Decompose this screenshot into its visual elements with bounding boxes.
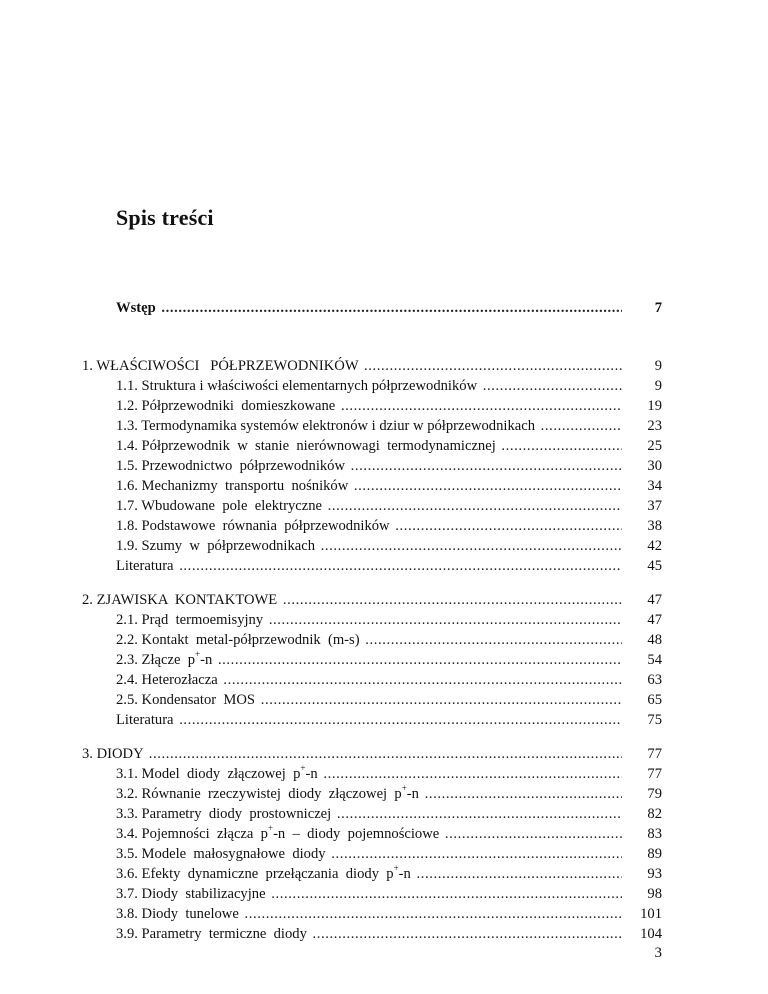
toc-entry-label	[116, 784, 423, 804]
toc-entry	[116, 516, 662, 536]
toc-entry	[116, 376, 662, 396]
toc-entry-number: 1.3.	[116, 418, 142, 434]
dot-leader	[267, 610, 622, 630]
toc-entry	[116, 456, 662, 476]
toc-entry-number: 3.4.	[116, 826, 142, 842]
toc-entry-title: Struktura i właściwości elementarnych półprzewodników	[141, 378, 478, 394]
toc-entry-number: 2.5.	[116, 692, 142, 708]
toc-entry-title: Złącze p	[141, 652, 196, 668]
toc-entry-title: ZJAWISKA KONTAKTOWE	[96, 592, 278, 608]
toc-entry-label	[116, 710, 177, 730]
dot-leader	[311, 924, 622, 944]
toc-entry	[116, 670, 662, 690]
toc-entry-label	[116, 496, 326, 516]
toc-entry-title: Parametry termiczne diody	[141, 926, 307, 942]
toc-entry-title: Efekty dynamiczne przełączania diody p	[141, 866, 394, 882]
toc-entry-title: Szumy w półprzewodnikach	[141, 538, 316, 554]
toc-entry	[116, 690, 662, 710]
toc-entry-number: 2.2.	[116, 632, 142, 648]
toc-entry-page: 48	[647, 632, 662, 648]
dot-leader	[539, 416, 622, 436]
toc-entry-number: 3.6.	[116, 866, 142, 882]
toc-entry-number: 1.2.	[116, 398, 142, 414]
dot-leader	[362, 356, 622, 376]
toc-entry-label	[82, 590, 281, 610]
toc-entry-number: 3.8.	[116, 906, 142, 922]
toc-entry-page: 75	[647, 712, 662, 728]
toc-entry-label	[116, 690, 259, 710]
toc-entry-label	[116, 864, 415, 884]
toc-entry-page: 47	[647, 612, 662, 628]
toc-entry-number: 3.9.	[116, 926, 142, 942]
toc-entry-label	[116, 416, 539, 436]
toc-entry	[116, 630, 662, 650]
toc-entry	[116, 804, 662, 824]
toc-entry-number: 1.6.	[116, 478, 142, 494]
toc-entry	[116, 496, 662, 516]
superscript: +	[195, 649, 201, 660]
dot-leader	[319, 536, 622, 556]
toc-entry-number: 3.7.	[116, 886, 142, 902]
toc-entry-page: 83	[647, 826, 662, 842]
toc-entry	[116, 650, 662, 670]
toc-entry-page: 79	[647, 786, 662, 802]
toc-entry-title-suffix: -n	[305, 766, 318, 782]
toc-entry-label	[116, 650, 216, 670]
toc-entry-title: Przewodnictwo półprzewodników	[141, 458, 346, 474]
toc-entry	[116, 436, 662, 456]
dot-leader	[393, 516, 622, 536]
toc-entry	[116, 610, 662, 630]
toc-entry	[116, 924, 662, 944]
dot-leader	[259, 690, 622, 710]
toc-entry-title: Kontakt metal-półprzewodnik (m-s)	[141, 632, 360, 648]
toc-entry-title: Model diody złączowej p	[141, 766, 301, 782]
dot-leader	[269, 884, 622, 904]
dot-leader	[177, 556, 622, 576]
dot-leader	[159, 298, 622, 318]
toc-entry-page: 47	[647, 592, 662, 608]
toc-entry-label	[116, 804, 335, 824]
toc-entry-label	[116, 396, 339, 416]
toc-entry-title: Literatura	[116, 558, 174, 574]
toc-entry-title: Równanie rzeczywistej diody złączowej p	[141, 786, 402, 802]
dot-leader	[326, 496, 622, 516]
dot-leader	[363, 630, 622, 650]
toc-entry-title: Heterozłacza	[141, 672, 218, 688]
toc-entry-label	[116, 476, 352, 496]
toc-entry-page: 37	[647, 498, 662, 514]
dot-leader	[443, 824, 622, 844]
toc-entry-title: Podstawowe równania półprzewodników	[141, 518, 390, 534]
toc-entry	[116, 764, 662, 784]
toc-entry-page: 63	[647, 672, 662, 688]
toc-entry-page: 19	[647, 398, 662, 414]
toc-entry-page: 104	[640, 926, 662, 942]
toc-entry-page: 82	[647, 806, 662, 822]
dot-leader	[221, 670, 622, 690]
toc-entry-label	[116, 610, 267, 630]
toc-entry-page: 7	[654, 300, 662, 316]
toc-entry-number: 1.1.	[116, 378, 142, 394]
dot-leader	[499, 436, 622, 456]
superscript: +	[300, 763, 306, 774]
toc-entry-number: 1.7.	[116, 498, 142, 514]
superscript: +	[393, 863, 399, 874]
toc-entry-title: Wbudowane pole elektryczne	[141, 498, 323, 514]
toc-entry-title: Literatura	[116, 712, 174, 728]
toc-entry-label	[116, 536, 319, 556]
toc-entry-page: 45	[647, 558, 662, 574]
toc-entry-number: 3.	[82, 746, 97, 762]
toc-entry-page: 98	[647, 886, 662, 902]
dot-leader	[335, 804, 622, 824]
page-title: Spis treści	[116, 205, 214, 230]
toc-entry-title-suffix: -n – diody pojemnościowe	[273, 826, 440, 842]
toc-entry-page: 77	[647, 746, 662, 762]
dot-leader	[242, 904, 622, 924]
toc-entry-page: 23	[647, 418, 662, 434]
toc-entry-number: 3.3.	[116, 806, 142, 822]
toc-entry-page: 38	[647, 518, 662, 534]
toc-entry-page: 65	[647, 692, 662, 708]
toc-entry-label	[116, 670, 221, 690]
toc-entry	[116, 710, 662, 730]
toc-entry-page: 42	[647, 538, 662, 554]
dot-leader	[329, 844, 622, 864]
toc-entry-title-suffix: -n	[398, 866, 411, 882]
toc-entry-label	[116, 764, 321, 784]
dot-leader	[177, 710, 622, 730]
toc-entry-number: 1.8.	[116, 518, 142, 534]
toc-entry	[116, 904, 662, 924]
toc-entry-title: Parametry diody prostowniczej	[141, 806, 332, 822]
toc-entry	[82, 590, 662, 610]
toc-entry	[116, 844, 662, 864]
toc-entry-label	[116, 904, 242, 924]
toc-entry-page: 34	[647, 478, 662, 494]
dot-leader	[352, 476, 622, 496]
toc-entry	[116, 884, 662, 904]
dot-leader	[349, 456, 622, 476]
toc-entry-title: Kondensator MOS	[141, 692, 256, 708]
dot-leader	[281, 590, 622, 610]
toc-entry	[116, 298, 662, 318]
toc-entry-number: 1.	[82, 358, 97, 374]
toc-entry-number: 3.5.	[116, 846, 142, 862]
toc-entry-title: Diody stabilizacyjne	[141, 886, 266, 902]
toc-entry-title: Mechanizmy transportu nośników	[141, 478, 349, 494]
toc-entry-title: Wstęp	[116, 300, 156, 316]
toc-entry-title: DIODY	[96, 746, 144, 762]
toc-entry-title: Pojemności złącza p	[141, 826, 268, 842]
toc-entry-title-suffix: -n	[406, 786, 419, 802]
toc-entry-title-suffix: -n	[200, 652, 213, 668]
toc-entry	[82, 744, 662, 764]
dot-leader	[415, 864, 623, 884]
toc-entry-page: 54	[647, 652, 662, 668]
toc-entry	[116, 396, 662, 416]
toc-entry-label	[116, 884, 269, 904]
dot-leader	[147, 744, 622, 764]
toc-entry-number: 1.5.	[116, 458, 142, 474]
toc-entry-title: Półprzewodniki domieszkowane	[141, 398, 336, 414]
toc-entry-label	[116, 516, 393, 536]
toc-entry-label	[116, 298, 159, 318]
toc-entry-page: 30	[647, 458, 662, 474]
toc-entry-page: 89	[647, 846, 662, 862]
toc-entry-label	[116, 630, 363, 650]
toc-entry	[116, 784, 662, 804]
toc-entry-label	[116, 824, 443, 844]
toc-entry-label	[116, 556, 177, 576]
superscript: +	[267, 823, 274, 834]
dot-leader	[423, 784, 622, 804]
dot-leader	[216, 650, 622, 670]
toc-entry	[116, 556, 662, 576]
toc-entry-page: 9	[654, 378, 662, 394]
toc-entry	[82, 356, 662, 376]
toc-entry-page: 9	[654, 358, 662, 374]
toc-entry-title: WŁAŚCIWOŚCI PÓŁPRZEWODNIKÓW	[96, 358, 359, 374]
toc-entry-page: 25	[647, 438, 662, 454]
toc-entry-title: Diody tunelowe	[141, 906, 239, 922]
toc-entry-number: 3.1.	[116, 766, 142, 782]
superscript: +	[401, 783, 407, 794]
toc-entry	[116, 864, 662, 884]
toc-entry-label	[116, 924, 311, 944]
toc-entry	[116, 416, 662, 436]
toc-entry	[116, 476, 662, 496]
toc-entry-number: 1.9.	[116, 538, 142, 554]
toc-entry-number: 2.	[82, 592, 97, 608]
dot-leader	[481, 376, 622, 396]
toc-entry-title: Termodynamika systemów elektronów i dziur w półprzewodnikach	[141, 418, 535, 434]
toc-entry	[116, 536, 662, 556]
dot-leader	[321, 764, 622, 784]
dot-leader	[339, 396, 622, 416]
toc-entry-number: 2.1.	[116, 612, 142, 628]
toc-entry-title: Prąd termoemisyjny	[141, 612, 264, 628]
page-number: 3	[654, 945, 662, 961]
toc-entry-title: Modele małosygnałowe diody	[141, 846, 326, 862]
toc-entry-number: 1.4.	[116, 438, 142, 454]
toc-entry-label	[82, 744, 147, 764]
toc-entry-page: 77	[647, 766, 662, 782]
toc-entry-number: 2.3.	[116, 652, 142, 668]
toc-entry-label	[116, 844, 329, 864]
toc-entry	[116, 824, 662, 844]
toc-entry-label	[116, 436, 499, 456]
toc-entry-title: Półprzewodnik w stanie nierównowagi termodynamicznej	[141, 438, 496, 454]
toc-entry-page: 101	[640, 906, 662, 922]
toc-entry-number: 2.4.	[116, 672, 142, 688]
toc-entry-label	[82, 356, 362, 376]
toc-entry-label	[116, 376, 481, 396]
toc-entry-number: 3.2.	[116, 786, 142, 802]
toc-entry-label	[116, 456, 349, 476]
toc-entry-page: 93	[647, 866, 662, 882]
